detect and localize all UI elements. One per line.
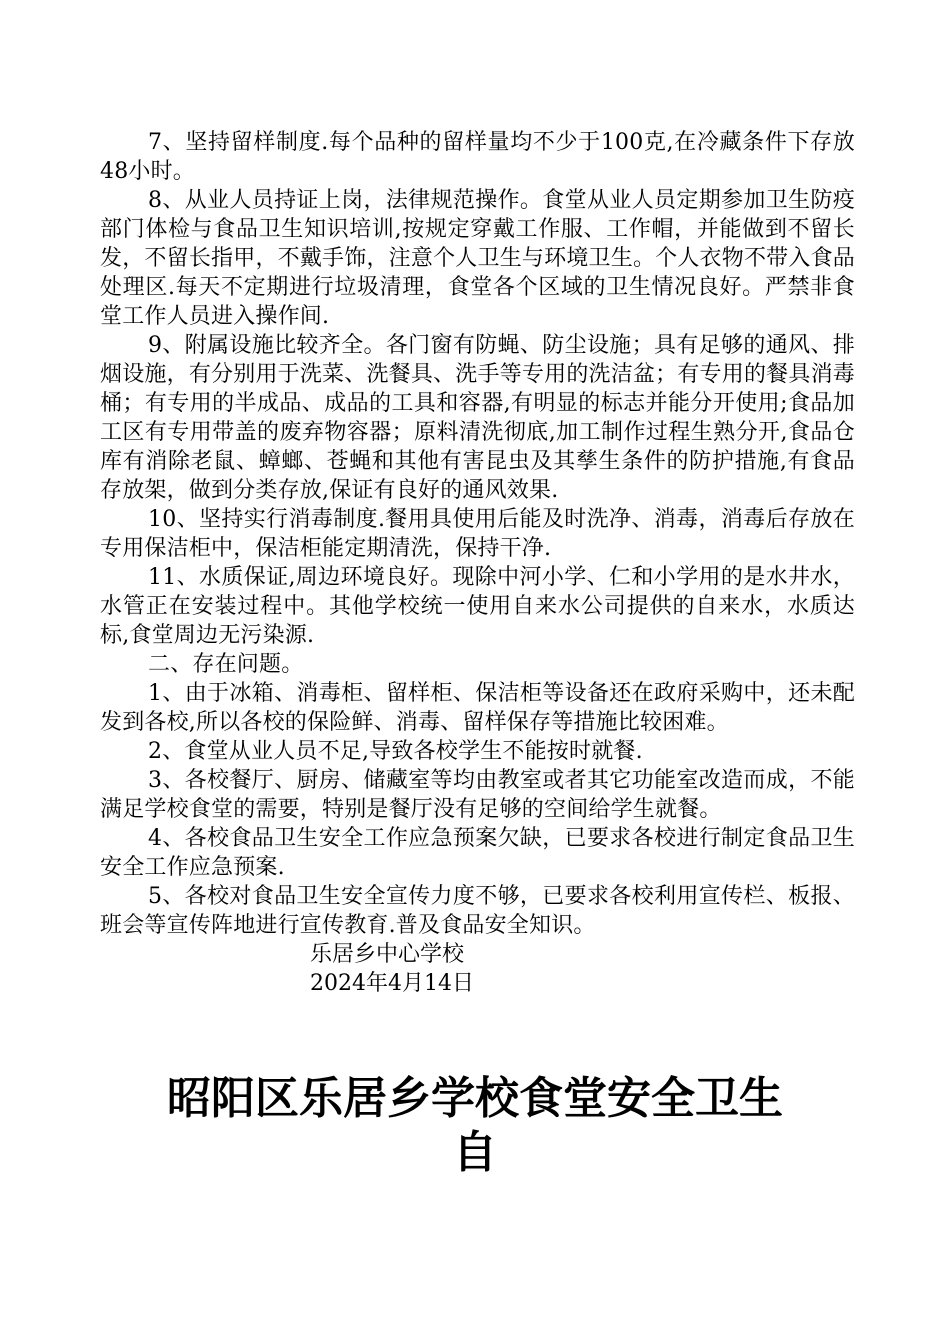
paragraph-10: 10、坚持实行消毒制度.餐用具使用后能及时洗净、消毒，消毒后存放在专用保洁柜中，保洁柜能定期清洗，保持干净. <box>100 507 855 561</box>
document-body <box>100 128 855 998</box>
paragraph-9: 9、附属设施比较齐全。各门窗有防蝇、防尘设施；具有足够的通风、排烟设施，有分别用于洗菜、洗餐具、洗手等专用的洗洁盆；有专用的餐具消毒桶；有专用的半成品、成品的工具和容器,有明显的标志并能分开使用;食品加工区有专用带盖的废弃物容器；原料清洗彻底,加工制作过程生熟分开,食品仓库有消除老鼠、蟑螂、苍蝇和其他有害昆虫及其孳生条件的防护措施,有食品存放架，做到分类存放,保证有良好的通风效果. <box>100 333 855 503</box>
problem-1: 1、由于冰箱、消毒柜、留样柜、保洁柜等设备还在政府采购中，还未配发到各校,所以各校的保险鲜、消毒、留样保存等措施比较困难。 <box>100 681 855 735</box>
signature-org: 乐居乡中心学校 <box>310 942 465 967</box>
problem-5: 5、各校对食品卫生安全宣传力度不够，已要求各校利用宣传栏、板报、班会等宣传阵地进行宣传教育.普及食品安全知识。 <box>100 884 855 938</box>
document-title <box>0 1072 950 1180</box>
paragraph-8: 8、从业人员持证上岗，法律规范操作。食堂从业人员定期参加卫生防疫部门体检与食品卫生知识培训,按规定穿戴工作服、工作帽，并能做到不留长发，不留长指甲，不戴手饰，注意个人卫生与环境卫生。个人衣物不带入食品处理区.每天不定期进行垃圾清理，食堂各个区域的卫生情况良好。严禁非食堂工作人员进入操作间. <box>100 188 855 329</box>
problem-4: 4、各校食品卫生安全工作应急预案欠缺，已要求各校进行制定食品卫生安全工作应急预案. <box>100 826 855 880</box>
problem-2: 2、食堂从业人员不足,导致各校学生不能按时就餐. <box>148 739 643 764</box>
signature-date: 2024年4月14日 <box>310 971 474 996</box>
title-line-2: 自 <box>453 1127 497 1178</box>
problem-3: 3、各校餐厅、厨房、储藏室等均由教室或者其它功能室改造而成，不能满足学校食堂的需要，特别是餐厅没有足够的空间给学生就餐。 <box>100 768 855 822</box>
paragraph-7: 7、坚持留样制度.每个品种的留样量均不少于100克,在冷藏条件下存放48小时。 <box>100 130 855 184</box>
title-line-1: 昭阳区乐居乡学校食堂安全卫生 <box>167 1073 783 1124</box>
section-heading-problems: 二、存在问题。 <box>148 652 304 677</box>
paragraph-11: 11、水质保证,周边环境良好。现除中河小学、仁和小学用的是水井水，水管正在安装过程中。其他学校统一使用自来水公司提供的自来水，水质达标,食堂周边无污染源. <box>100 565 855 648</box>
